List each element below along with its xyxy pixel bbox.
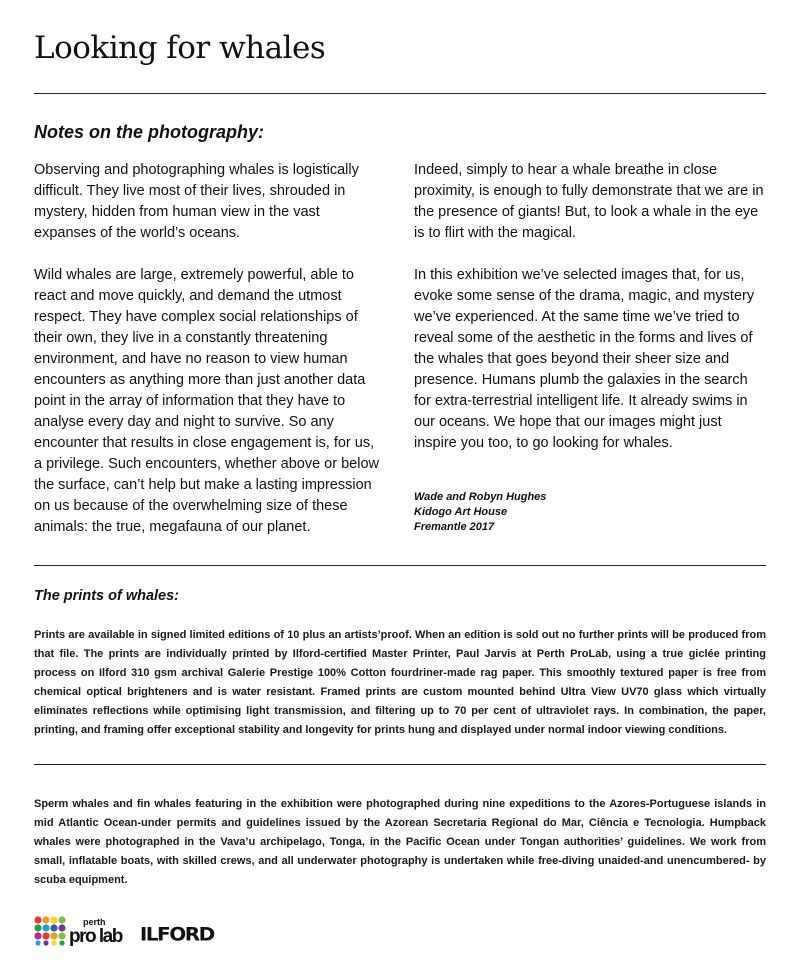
divider-top (34, 93, 766, 94)
signature-block (414, 490, 764, 535)
section-heading-prints: The prints of whales: (34, 588, 180, 604)
divider-middle (34, 565, 766, 566)
paragraph: In this exhibition we’ve selected images that, for us, evoke some sense of the drama, magic, and mystery we’ve experienced. At the same time we’ve tried to reveal some of the aesthetic in the forms and lives of the whales that goes beyond their sheer size and presence. Humans plumb the galaxies in the search for extra-terrestrial intelligent life. It already swims in our oceans. We hope that our images might just inspire you too, to go looking for whales. (414, 267, 755, 451)
prolab-logo-text: pro lab (69, 926, 122, 947)
prints-paragraph: Prints are available in signed limited editions of 10 plus an artists’proof. When an edition is sold out no further prints will be produced from that file. The prints are individually printed by Ilford-certified Master Printer, Paul Jarvis at Perth ProLab, using a true giclée printing process on Ilford 310 gsm archival Galerie Prestige 100% Cotton fourdriner-made rag paper. This smoothly textured paper is free from chemical optical brighteners and is water resistant. Framed prints are custom mounted behind Ultra View UV70 glass which virtually eliminates reflections while optimising light transmission, and filtering up to 70 per cent of ultraviolet rays. In combination, the paper, printing, and framing offer exceptional stability and longevity for prints hung and displayed under normal indoor viewing conditions. (34, 629, 766, 736)
signature-names: Wade and Robyn Hughes (414, 491, 547, 503)
sponsor-logos (34, 912, 214, 946)
section-heading-photography: Notes on the photography: (34, 122, 264, 142)
signature-place-year: Fremantle 2017 (414, 521, 495, 533)
signature-gallery: Kidogo Art House (414, 506, 508, 518)
divider-lower (34, 764, 766, 765)
perth-prolab-logo (34, 916, 122, 946)
ilford-logo: ILFORD (139, 922, 214, 946)
right-column (414, 160, 764, 535)
page-title: Looking for whales (34, 30, 326, 66)
left-column (34, 160, 384, 559)
prolab-dots-icon (34, 916, 66, 946)
permits-paragraph: Sperm whales and fin whales featuring in the exhibition were photographed during nine expeditions to the Azores-Portuguese islands in mid Atlantic Ocean-under permits and guidelines issued by the Azorean Secretaria Regional do Mar, Ciência e Tecnologia. Humpback whales were photographed in the Vava’u archipelago, Tonga, in the Pacific Ocean under Tongan authorities’ guidelines. We work from small, inflatable boats, with skilled crews, and all underwater photography is undertaken while free-diving unaided-and unencumbered- by scuba equipment. (34, 798, 766, 886)
paragraph: Indeed, simply to hear a whale breathe in close proximity, is enough to fully demonstrate that we are in the presence of giants! But, to look a whale in the eye is to flirt with the magical. (414, 162, 764, 241)
paragraph: Observing and photographing whales is logistically difficult. They live most of their lives, shrouded in mystery, hidden from human view in the vast expanses of the world’s oceans. (34, 162, 359, 241)
paragraph: Wild whales are large, extremely powerful, able to react and move quickly, and demand the utmost respect. They have complex social relationships of their own, they live in a constantly threatening environment, and have no reason to view human encounters as anything more than just another data point in the array of information that they have to analyse every day and night to survive. So any encounter that results in close engagement is, for us, a privilege. Such encounters, whether above or below the surface, can’t help but make a lasting impression on us because of the overwhelming size of these animals: the true, megafauna of our planet. (34, 267, 379, 535)
prolab-logo-small-text: perth (83, 917, 106, 927)
